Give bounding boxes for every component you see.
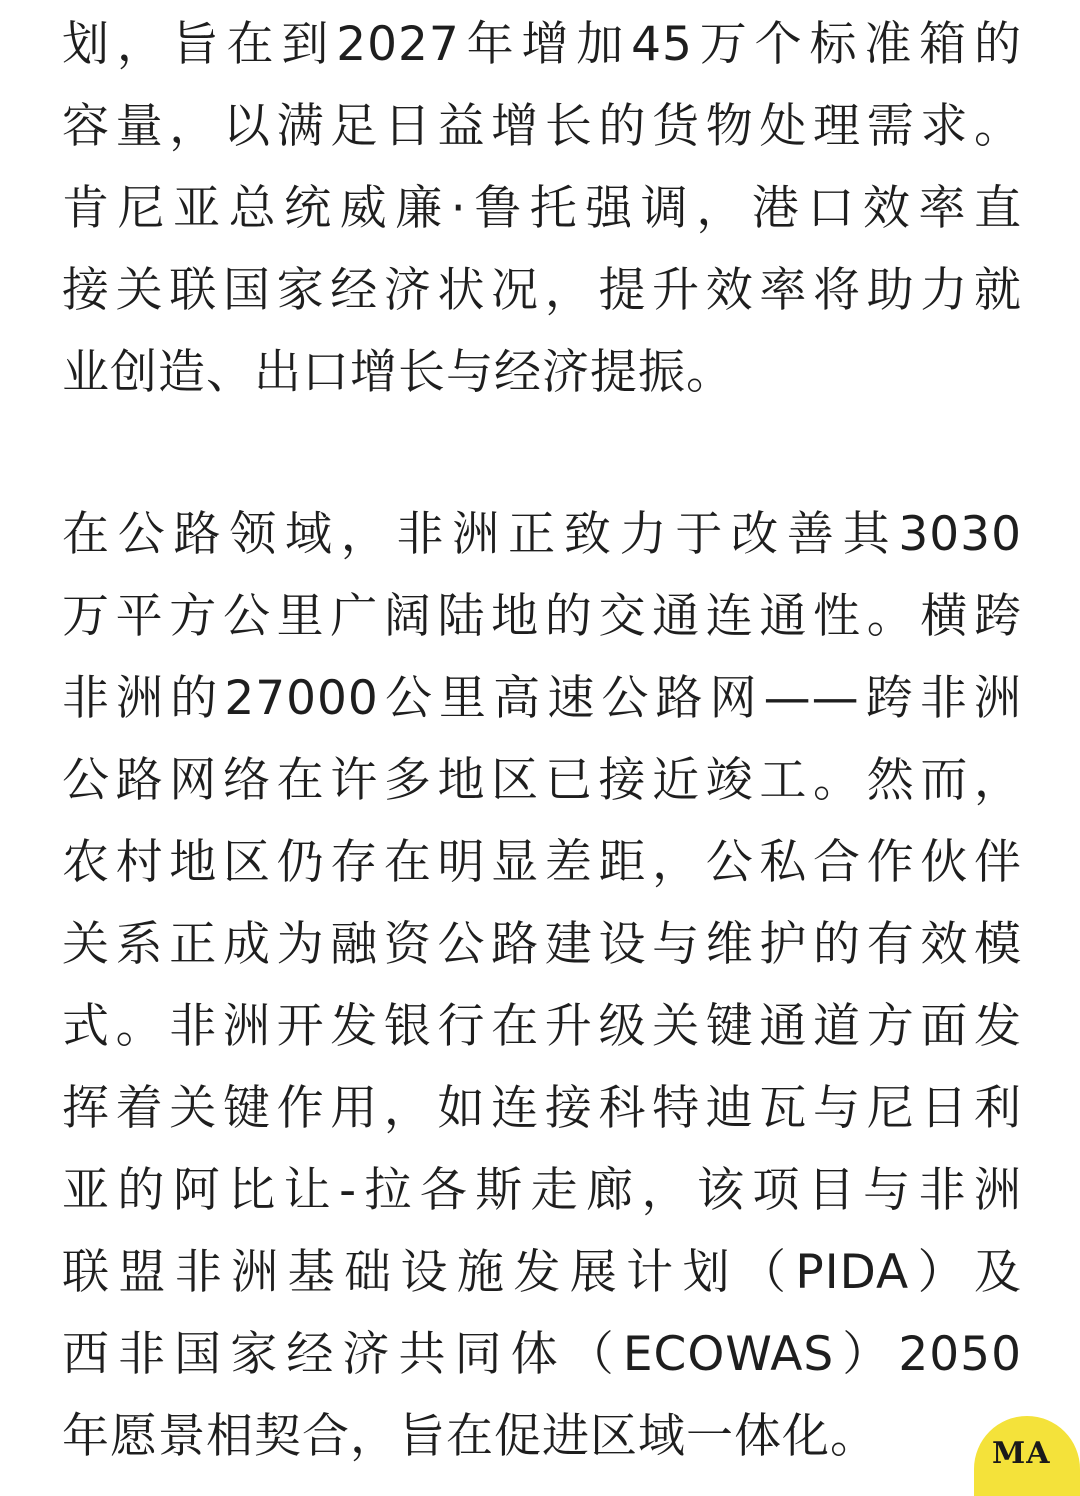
badge-logo-text: MA: [992, 1436, 1051, 1471]
text-line: 在公路领域，非洲正致力于改善其3030: [62, 507, 1022, 562]
text-line: 接关联国家经济状况，提升效率将助力就: [62, 263, 1022, 318]
text-line: 亚的阿比让-拉各斯走廊，该项目与非洲: [62, 1163, 1022, 1218]
text-line: 联盟非洲基础设施发展计划（PIDA）及: [62, 1245, 1022, 1300]
text-line: 划，旨在到2027年增加45万个标准箱的: [62, 17, 1022, 72]
text-line: 公路网络在许多地区已接近竣工。然而，: [62, 753, 1022, 808]
paragraph-spacer: [62, 414, 1022, 494]
text-line: 式。非洲开发银行在升级关键通道方面发: [62, 999, 1022, 1054]
text-line: 业创造、出口增长与经济提振。: [62, 345, 734, 400]
text-line: 非洲的27000公里高速公路网——跨非洲: [62, 671, 1022, 726]
text-line: 容量，以满足日益增长的货物处理需求。: [62, 99, 1022, 154]
text-line: 农村地区仍存在明显差距，公私合作伙伴: [62, 835, 1022, 890]
text-line: 万平方公里广阔陆地的交通连通性。横跨: [62, 589, 1022, 644]
paragraph-road-network: [62, 494, 1022, 1478]
text-line: 西非国家经济共同体（ECOWAS）2050: [62, 1327, 1022, 1382]
text-line: 挥着关键作用，如连接科特迪瓦与尼日利: [62, 1081, 1022, 1136]
text-line: 关系正成为融资公路建设与维护的有效模: [62, 917, 1022, 972]
article-body: [62, 4, 1022, 1478]
paragraph-port-capacity: [62, 4, 1022, 414]
text-line: 肯尼亚总统威廉·鲁托强调，港口效率直: [62, 181, 1022, 236]
text-line: 年愿景相契合，旨在促进区域一体化。: [62, 1409, 878, 1464]
